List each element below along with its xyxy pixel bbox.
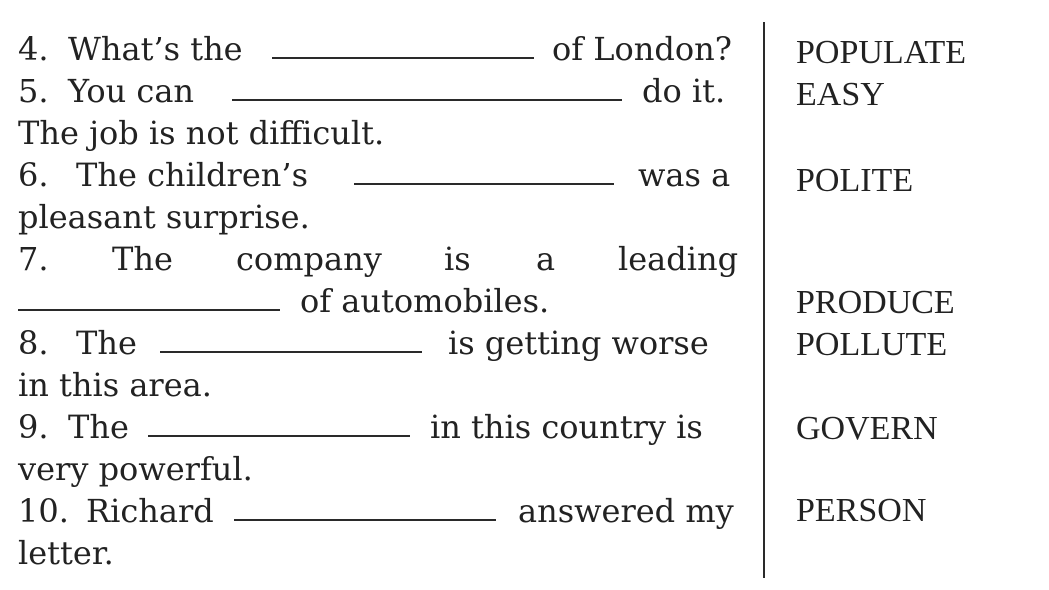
- sentence-word: company: [236, 240, 382, 278]
- item-number: 4.: [18, 30, 49, 68]
- sentence-text-before: Richard: [86, 492, 214, 530]
- continuation-text: in this area.: [18, 366, 212, 404]
- sentence-text-after: is getting worse: [448, 324, 709, 362]
- item-number: 9.: [18, 408, 49, 446]
- answer-blank-8[interactable]: [160, 351, 422, 353]
- sentence-text-before: You can: [68, 72, 194, 110]
- sentence-text-after: was a: [638, 156, 731, 194]
- answer-blank-7[interactable]: [18, 309, 280, 311]
- item-number: 7.: [18, 240, 49, 278]
- sentence-5-continuation: [18, 112, 742, 154]
- continuation-text: pleasant surprise.: [18, 198, 310, 236]
- base-word-person: PERSON: [796, 492, 927, 529]
- sentence-7-line: [18, 238, 742, 280]
- sentence-5-line: [18, 70, 742, 112]
- sentence-4-line: [18, 28, 742, 70]
- answer-blank-10[interactable]: [234, 519, 496, 521]
- item-number: 5.: [18, 72, 49, 110]
- item-number: 10.: [18, 492, 69, 530]
- sentence-text-before: The children’s: [76, 156, 308, 194]
- sentence-text-after: answered my: [518, 492, 734, 530]
- sentence-10-continuation: [18, 532, 742, 574]
- continuation-text: very powerful.: [18, 450, 253, 488]
- sentence-9-line: [18, 406, 742, 448]
- sentence-word: a: [536, 240, 556, 278]
- sentence-text-before: What’s the: [68, 30, 243, 68]
- base-word-produce: PRODUCE: [796, 284, 955, 321]
- sentence-text-after: do it.: [642, 72, 726, 110]
- answer-blank-6[interactable]: [354, 183, 614, 185]
- sentence-6-line: [18, 154, 742, 196]
- item-number: 6.: [18, 156, 49, 194]
- base-word-polite: POLITE: [796, 162, 914, 199]
- sentence-text-before: The: [76, 324, 137, 362]
- base-word-pollute: POLLUTE: [796, 326, 948, 363]
- sentence-9-continuation: [18, 448, 742, 490]
- sentence-text-after: of London?: [552, 30, 732, 68]
- item-number: 8.: [18, 324, 49, 362]
- sentence-7-continuation: [18, 280, 742, 322]
- base-word-populate: POPULATE: [796, 34, 967, 71]
- column-divider: [763, 22, 765, 578]
- answer-blank-9[interactable]: [148, 435, 410, 437]
- sentence-8-line: [18, 322, 742, 364]
- sentence-8-continuation: [18, 364, 742, 406]
- answer-blank-5[interactable]: [232, 99, 622, 101]
- continuation-text: letter.: [18, 534, 114, 572]
- sentence-text-after: in this country is: [430, 408, 703, 446]
- sentence-10-line: [18, 490, 742, 532]
- base-word-easy: EASY: [796, 76, 885, 113]
- answer-blank-4[interactable]: [272, 57, 534, 59]
- sentence-word: The: [112, 240, 173, 278]
- base-word-govern: GOVERN: [796, 410, 938, 447]
- sentence-text-after: of automobiles.: [300, 282, 550, 320]
- sentence-word: leading: [618, 240, 739, 278]
- sentence-6-continuation: [18, 196, 742, 238]
- sentence-text-before: The: [68, 408, 129, 446]
- continuation-text: The job is not difficult.: [18, 114, 385, 152]
- sentence-word: is: [444, 240, 471, 278]
